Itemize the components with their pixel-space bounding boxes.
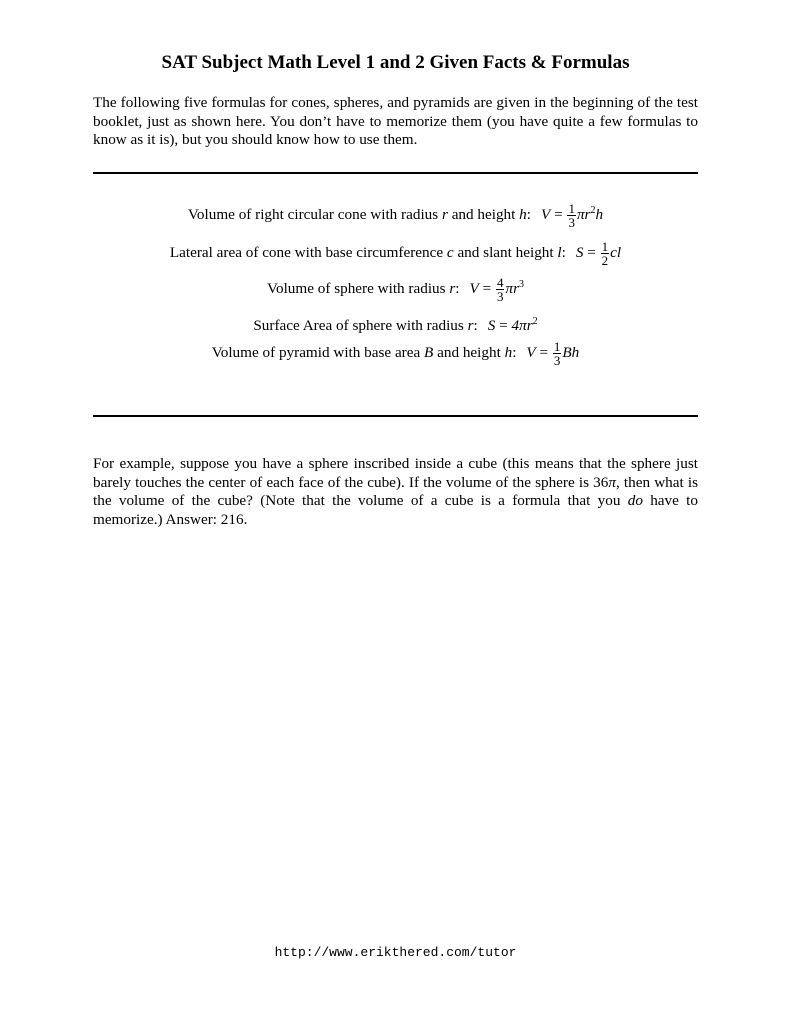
formula-label: and slant height — [453, 243, 558, 261]
math-expression: 4πr — [511, 317, 533, 334]
formula-label: : — [526, 205, 531, 223]
fraction-numerator: 1 — [601, 239, 609, 254]
top-divider — [93, 172, 698, 174]
emphasis: do — [627, 492, 643, 510]
math-exponent: 2 — [590, 204, 596, 216]
fraction-numerator: 1 — [568, 201, 575, 216]
math-symbol: π — [608, 473, 616, 491]
fraction — [496, 276, 505, 303]
formula-list — [93, 202, 698, 376]
math-variable: B — [424, 343, 434, 361]
formula-label: : — [561, 243, 566, 261]
formula-sphere-surface-area: Surface Area of sphere with radius r: $S = 4\pi r^2$ — [253, 316, 538, 334]
fraction-numerator: 1 — [553, 339, 561, 354]
math-expression: πr — [576, 205, 591, 223]
math-variable: h — [504, 343, 513, 361]
math-expression: cl — [610, 243, 622, 261]
formula-label: : — [473, 317, 478, 334]
formula-cone-lateral-area: Lateral area of cone with base circumference c and slant height l: S = $\frac{1}{2}$ cl — [169, 239, 622, 268]
math-variable: V — [541, 205, 551, 223]
footer-url[interactable]: http://www.erikthered.com/tutor — [274, 945, 517, 960]
math-expression: h — [595, 205, 604, 223]
fraction-denominator: 3 — [553, 353, 561, 368]
math-variable: l — [557, 243, 562, 261]
math-expression: Bh — [562, 343, 580, 361]
formula-label: : — [455, 279, 460, 297]
math-variable: r — [467, 317, 474, 334]
math-variable: S — [487, 317, 496, 334]
math-variable: r — [449, 279, 456, 297]
formula-label: Volume of right circular cone with radius — [187, 205, 442, 223]
formula-pyramid-volume: Volume of pyramid with base area B and height h: V = $\frac{1}{3}$ Bh — [211, 339, 580, 368]
fraction-numerator: 4 — [496, 275, 504, 290]
formula-label: Surface Area of sphere with radius — [253, 317, 468, 334]
fraction — [567, 202, 576, 229]
math-exponent: 3 — [519, 278, 524, 290]
math-variable: r — [441, 205, 448, 223]
intro-paragraph: The following five formulas for cones, spheres, and pyramids are given in the beginning of the test booklet, just as shown here. You don’t have to memorize them (you have quite a few formulas to know as it is), but you should know how to use them. — [93, 94, 698, 149]
page-title: SAT Subject Math Level 1 and 2 Given Facts & Formulas — [161, 52, 630, 73]
math-exponent: 2 — [532, 316, 538, 327]
fraction-denominator: 2 — [601, 253, 609, 268]
math-expression: πr — [505, 279, 519, 297]
example-paragraph — [93, 455, 698, 530]
formula-cone-volume: Volume of right circular cone with radius r and height h: V = $\frac{1}{3}$ $\pi r^2h$ — [187, 201, 604, 230]
fraction — [553, 340, 562, 367]
fraction — [601, 240, 610, 267]
example-text: have to memorize.) Answer: 216. — [93, 492, 698, 529]
formula-label: Lateral area of cone with base circumference — [169, 243, 447, 261]
math-variable: h — [519, 205, 527, 223]
formula-label: Volume of pyramid with base area — [211, 343, 425, 361]
example-text: For example, suppose you have a sphere inscribed inside a cube (this means that the sphere just barely touches the center of each face of the cube). If the volume of the sphere is 36 — [93, 455, 698, 491]
example-text: , then what is the volume of the cube? (Note that the volume of a cube is a formula that you — [93, 473, 698, 510]
fraction-denominator: 3 — [496, 289, 504, 304]
math-variable: c — [446, 243, 454, 261]
fraction-denominator: 3 — [568, 215, 575, 230]
formula-label: : — [512, 343, 517, 361]
math-variable: V — [469, 279, 479, 297]
math-variable: V — [526, 343, 536, 361]
formula-label: and height — [447, 205, 520, 223]
bottom-divider — [93, 415, 698, 417]
formula-label: and height — [433, 343, 505, 361]
math-variable: S — [575, 243, 584, 261]
formula-sphere-volume: Volume of sphere with radius r: V = $\frac{4}{3}$ $\pi r^3$ — [266, 275, 524, 304]
formula-label: Volume of sphere with radius — [266, 279, 450, 297]
